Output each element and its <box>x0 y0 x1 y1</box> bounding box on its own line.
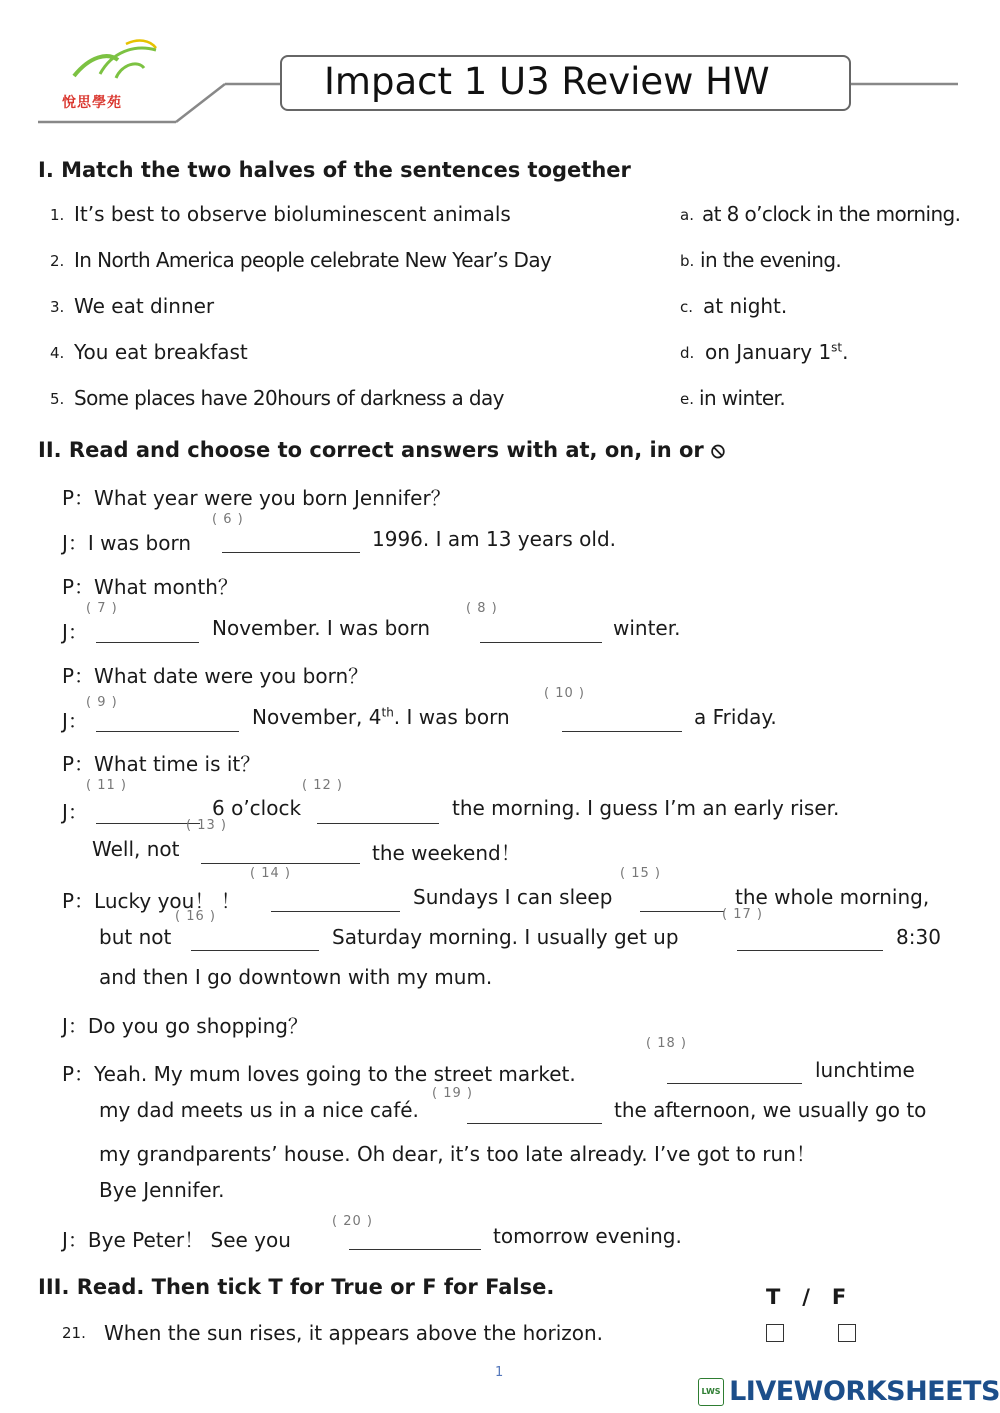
blank-number: ( 8 ) <box>466 601 498 616</box>
dialogue-line: a Friday. <box>694 705 777 729</box>
dialogue-line: the weekend！ <box>372 841 521 865</box>
answer-tail: . <box>842 340 849 364</box>
liveworksheets-logo <box>698 1376 1000 1407</box>
school-logo-icon <box>60 38 170 100</box>
match-right-text: in the evening. <box>700 248 842 272</box>
dialogue-line: Sundays I can sleep <box>413 885 613 909</box>
answer-blank-20[interactable] <box>349 1249 481 1250</box>
dialogue-line: winter. <box>613 616 681 640</box>
liveworksheets-wordmark: LIVEWORKSHEETS <box>729 1376 1000 1407</box>
blank-number: ( 20 ) <box>332 1214 373 1229</box>
answer-blank-18[interactable] <box>667 1083 802 1084</box>
answer-blank-9[interactable] <box>96 731 239 732</box>
match-right-text: in winter. <box>699 386 786 410</box>
blank-number: ( 10 ) <box>544 686 585 701</box>
answer-blank-11[interactable] <box>96 823 200 824</box>
question-number: 21. <box>62 1324 86 1342</box>
dialogue-line: J： <box>62 709 88 733</box>
blank-number: ( 16 ) <box>175 909 216 924</box>
false-checkbox[interactable] <box>838 1324 856 1342</box>
answer-blank-12[interactable] <box>317 823 439 824</box>
blank-number: ( 14 ) <box>250 866 291 881</box>
match-left-text: In North America people celebrate New Year’s Day <box>74 248 552 272</box>
dialogue-line: 1996. I am 13 years old. <box>372 527 617 551</box>
section-1-heading: I. Match the two halves of the sentences together <box>38 158 631 182</box>
blank-number: ( 15 ) <box>620 866 661 881</box>
blank-number: ( 11 ) <box>86 778 127 793</box>
dialogue-line <box>252 705 510 729</box>
question-number: 3. <box>50 298 65 316</box>
answer-blank-8[interactable] <box>480 642 602 643</box>
option-letter: e. <box>680 390 694 408</box>
date-superscript: th <box>381 705 394 720</box>
blank-number: ( 18 ) <box>646 1036 687 1051</box>
section-3-heading: III. Read. Then tick T for True or F for False. <box>38 1275 555 1299</box>
question-number: 4. <box>50 344 65 362</box>
blank-number: ( 17 ) <box>722 907 763 922</box>
dialogue-line: Bye Jennifer. <box>99 1178 225 1202</box>
dialogue-line: lunchtime <box>815 1058 915 1082</box>
match-left-text: We eat dinner <box>74 294 215 318</box>
answer-blank-7[interactable] <box>96 642 199 643</box>
dialogue-line: P：Yeah. My mum loves going to the street market. <box>62 1062 576 1086</box>
match-left-text: It’s best to observe bioluminescent animals <box>74 202 511 226</box>
match-left-text: Some places have 20hours of darkness a day <box>74 386 504 410</box>
answer-blank-6[interactable] <box>222 552 360 553</box>
date-text: November, 4 <box>252 705 382 729</box>
dialogue-line: P：What time is it？ <box>62 752 261 776</box>
match-left-text: You eat breakfast <box>74 340 248 364</box>
dialogue-line: the afternoon, we usually go to <box>614 1098 927 1122</box>
option-letter: d. <box>680 344 695 362</box>
dialogue-line: P：What year were you born Jennifer？ <box>62 486 451 510</box>
dialogue-line: J： <box>62 620 88 644</box>
blank-number: ( 9 ) <box>86 695 118 710</box>
answer-blank-17[interactable] <box>737 950 883 951</box>
dialogue-line: J： <box>62 800 88 824</box>
dialogue-line: tomorrow evening. <box>493 1224 682 1248</box>
blank-number: ( 12 ) <box>302 778 343 793</box>
true-checkbox[interactable] <box>766 1324 784 1342</box>
dialogue-line: November. I was born <box>212 616 431 640</box>
dialogue-line: J：Do you go shopping？ <box>62 1014 308 1038</box>
true-false-statement: When the sun rises, it appears above the horizon. <box>104 1321 604 1345</box>
dialogue-line: 6 o’clock <box>212 796 302 820</box>
option-letter: b. <box>680 252 695 270</box>
question-number: 2. <box>50 252 65 270</box>
dialogue-line: my grandparents’ house. Oh dear, it’s too late already. I’ve got to run！ <box>99 1142 816 1166</box>
page-number: 1 <box>495 1365 504 1380</box>
dialogue-line: but not <box>99 925 172 949</box>
answer-blank-16[interactable] <box>191 950 319 951</box>
dialogue-line: my dad meets us in a nice café. <box>99 1098 419 1122</box>
match-right-text: at night. <box>703 294 788 318</box>
answer-main: on January 1 <box>705 340 832 364</box>
dialogue-line: J：Bye Peter！ See you <box>62 1228 291 1252</box>
school-logo-text: 悅思學苑 <box>62 95 122 111</box>
match-right-text <box>705 340 849 364</box>
option-letter: a. <box>680 206 694 224</box>
answer-blank-13[interactable] <box>201 863 360 864</box>
dialogue-line: J：I was born <box>62 531 192 555</box>
answer-blank-10[interactable] <box>562 731 682 732</box>
blank-number: ( 13 ) <box>186 818 227 833</box>
dialogue-line: and then I go downtown with my mum. <box>99 965 493 989</box>
answer-blank-19[interactable] <box>467 1123 602 1124</box>
dialogue-line: P：Lucky you！ ！ <box>62 889 241 913</box>
question-number: 5. <box>50 390 65 408</box>
blank-number: ( 19 ) <box>432 1086 473 1101</box>
date-tail: . I was born <box>393 705 510 729</box>
dialogue-line: Well, not <box>92 837 180 861</box>
dialogue-line: Saturday morning. I usually get up <box>332 925 679 949</box>
true-false-header: T / F <box>766 1285 847 1309</box>
match-right-text: at 8 o’clock in the morning. <box>702 202 961 226</box>
question-number: 1. <box>50 206 65 224</box>
dialogue-line: 8:30 <box>896 925 941 949</box>
liveworksheets-icon: LWS <box>698 1378 724 1406</box>
dialogue-line: the whole morning, <box>735 885 930 909</box>
answer-blank-14[interactable] <box>271 911 400 912</box>
answer-superscript: st <box>831 340 843 355</box>
dialogue-line: the morning. I guess I’m an early riser. <box>452 796 840 820</box>
section-2-heading: II. Read and choose to correct answers with at, on, in or ⦸ <box>38 438 725 462</box>
page-title: Impact 1 U3 Review HW <box>324 60 770 103</box>
dialogue-line: P：What date were you born？ <box>62 664 369 688</box>
blank-number: ( 7 ) <box>86 601 118 616</box>
dialogue-line: P：What month？ <box>62 575 238 599</box>
blank-number: ( 6 ) <box>212 512 244 527</box>
option-letter: c. <box>680 298 694 316</box>
answer-blank-15[interactable] <box>640 911 724 912</box>
